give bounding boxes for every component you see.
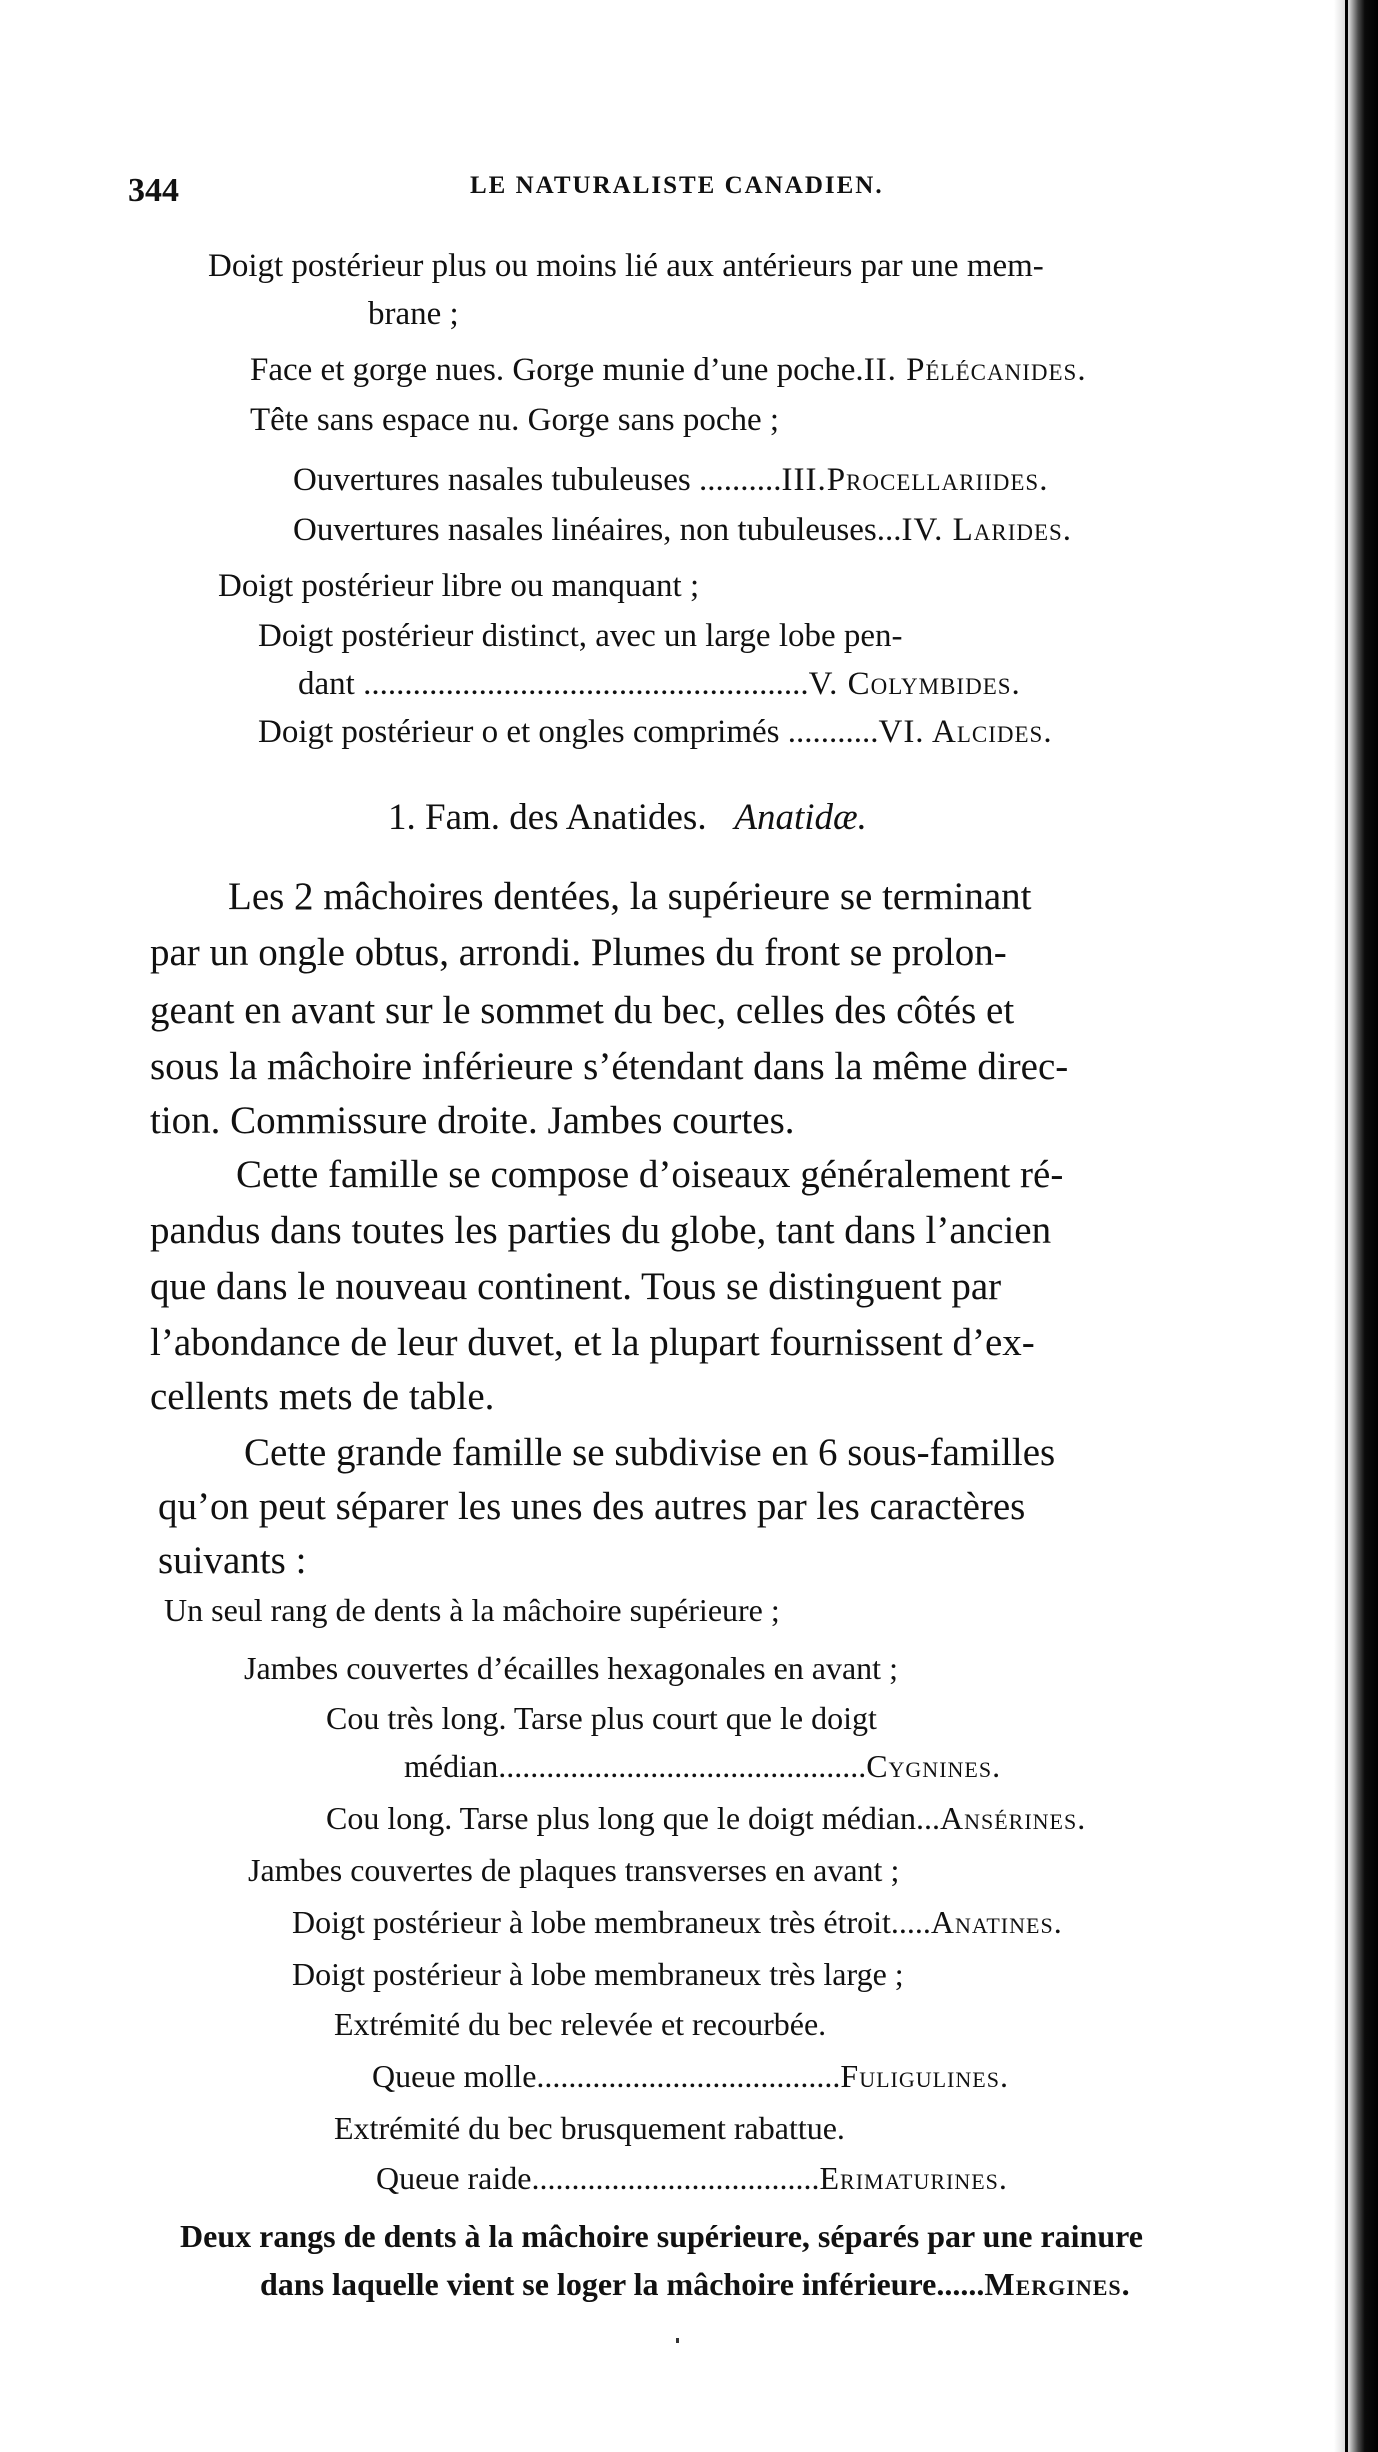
key-line: Doigt postérieur plus ou moins lié aux antérieurs par une mem- [208,248,1044,284]
paragraph-line: sous la mâchoire inférieure s’étendant dans la même direc- [150,1045,1069,1088]
key-line: Ouvertures nasales tubuleuses ..........III.Procellariides. [293,462,1049,498]
key-line: Queue molle......................................Fuligulines. [372,2058,1009,2094]
key-line: Extrémité du bec relevée et recourbée. [334,2006,827,2042]
subfamily-label: Ansérines. [939,1800,1087,1836]
leader-dots: ...... [936,2266,985,2302]
key-line: Deux rangs de dents à la mâchoire supérieure, séparés par une rainure [180,2218,1143,2254]
family-label: V. Colymbides. [808,666,1021,702]
family-label: VI. Alcides. [878,714,1053,750]
key-line: Doigt postérieur o et ongles comprimés ...........VI. Alcides. [258,714,1053,750]
key-line: Doigt postérieur libre ou manquant ; [218,568,700,604]
key-line: Face et gorge nues. Gorge munie d’une poche.II. Pélécanides. [250,352,1087,388]
key-line: Cou très long. Tarse plus court que le doigt [326,1700,877,1736]
key-line: Jambes couvertes d’écailles hexagonales en avant ; [244,1650,898,1686]
key-line: Un seul rang de dents à la mâchoire supérieure ; [164,1592,780,1628]
key-line: dans laquelle vient se loger la mâchoire inférieure......Mergines. [260,2266,1131,2302]
paragraph-line: qu’on peut séparer les unes des autres par les caractères [158,1485,1026,1528]
key-line: Doigt postérieur distinct, avec un large lobe pen- [258,618,903,654]
latin-name: Anatidæ. [734,797,867,838]
section-heading: 1. Fam. des Anatides. Anatidæ. [388,797,867,838]
key-line: dant ......................................................V. Colymbides. [298,666,1021,702]
paragraph-line: par un ongle obtus, arrondi. Plumes du front se prolon- [150,931,1007,974]
key-line: Extrémité du bec brusquement rabattue. [334,2110,845,2146]
key-line: Cou long. Tarse plus long que le doigt médian...Ansérines. [326,1800,1087,1836]
subfamily-label: Fuligulines. [840,2058,1009,2094]
key-line: Doigt postérieur à lobe membraneux très étroit.....Anatines. [292,1904,1063,1940]
leader-dots: .......... [698,462,782,498]
key-line: brane ; [368,296,459,332]
page-number: 344 [128,172,179,209]
leader-dots: .................................... [531,2160,820,2196]
page-edge-line [1345,0,1348,2452]
leader-dots: .............................................. [498,1748,867,1784]
subfamily-label: Cygnines. [866,1748,1002,1784]
leader-dots: ... [876,512,902,548]
key-line: Ouvertures nasales linéaires, non tubuleuses...IV. Larides. [293,512,1073,548]
running-title: LE NATURALISTE CANADIEN. [470,172,884,199]
key-line: Jambes couvertes de plaques transverses en avant ; [248,1852,900,1888]
page-binding-edge [1334,0,1378,2452]
paragraph-line: cellents mets de table. [150,1375,495,1418]
key-line: Tête sans espace nu. Gorge sans poche ; [250,402,780,438]
subfamily-label: Mergines. [984,2266,1131,2302]
key-line: médian..............................................Cygnines. [404,1748,1002,1784]
paragraph-line: Cette famille se compose d’oiseaux généralement ré- [236,1153,1064,1196]
family-label: II. Pélécanides. [863,352,1087,388]
leader-dots: ........... [787,714,879,750]
family-label: III.Procellariides. [781,462,1049,498]
paragraph-line: l’abondance de leur duvet, et la plupart fournissent d’ex- [150,1321,1035,1364]
paragraph-line: Cette grande famille se subdivise en 6 sous-familles [244,1431,1056,1474]
key-line: Queue raide....................................Erimaturines. [376,2160,1008,2196]
leader-dots: ...................................................... [363,666,809,702]
leader-dots: ..... [890,1904,931,1940]
paragraph-line: que dans le nouveau continent. Tous se distinguent par [150,1265,1002,1308]
key-line: Doigt postérieur à lobe membraneux très large ; [292,1956,904,1992]
leader-dots: ...................................... [536,2058,841,2094]
leader-dots: ... [915,1800,940,1836]
subfamily-label: Erimaturines. [819,2160,1008,2196]
paragraph-line: geant en avant sur le sommet du bec, celles des côtés et [150,989,1015,1032]
family-label: IV. Larides. [901,512,1073,548]
paragraph-line: pandus dans toutes les parties du globe, tant dans l’ancien [150,1209,1052,1252]
paragraph-line: suivants : [158,1539,307,1582]
paragraph-line: tion. Commissure droite. Jambes courtes. [150,1099,795,1142]
subfamily-label: Anatines. [930,1904,1063,1940]
print-speck [676,2338,679,2343]
paragraph-line: Les 2 mâchoires dentées, la supérieure se terminant [228,875,1032,918]
